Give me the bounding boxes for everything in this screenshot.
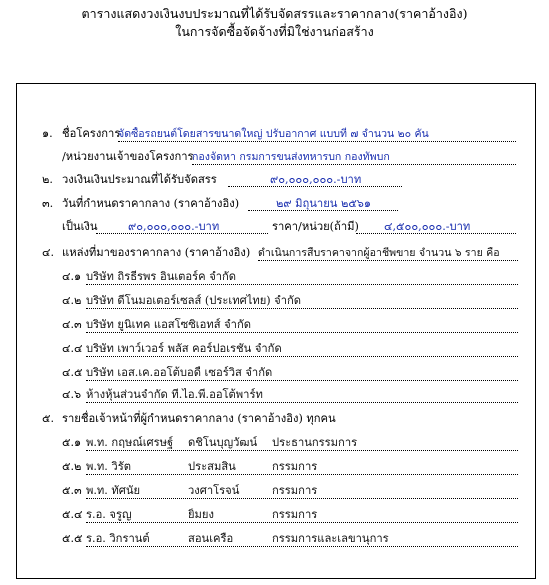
item-2-value: ๙๐,๐๐๐,๐๐๐.-บาท	[228, 173, 402, 187]
item-5-2-name: พ.ท. วิรัต	[86, 460, 131, 473]
item-5-1-role: ประธานกรรมการ	[272, 436, 358, 449]
item-5-3-role: กรรมการ	[272, 484, 318, 497]
item-3-amount-label: เป็นเงิน	[62, 220, 98, 233]
page-title: ตารางแสดงวงเงินงบประมาณที่ได้รับจัดสรรและราคากลาง(ราคาอ้างอิง)	[81, 6, 468, 21]
item-5-number: ๕.	[42, 412, 55, 425]
item-4-6-number: ๔.๖	[62, 388, 82, 401]
item-5-4-role: กรรมการ	[272, 508, 318, 521]
item-4-3-text: บริษัท ยูนิเทค แอสโซซิเอทส์ จำกัด	[86, 318, 518, 333]
item-3-number: ๓.	[42, 197, 54, 210]
item-1-agency-value: กองจัดหา กรมการขนส่งทหารบก กองทัพบก	[192, 150, 516, 165]
item-4-1-number: ๔.๑	[62, 270, 82, 283]
item-1-number: ๑.	[42, 127, 53, 140]
item-4-3-number: ๔.๓	[62, 318, 82, 331]
item-4-5-text: บริษัท เอส.เค.ออโต้บอดี้ เซอร์วิส จำกัด	[86, 366, 518, 381]
item-5-4-name: ร.อ. จรูญ	[86, 508, 132, 521]
item-5-3-number: ๕.๓	[62, 484, 82, 497]
item-5-5-surname: สอนเครือ	[188, 532, 234, 545]
item-4-5-number: ๔.๕	[62, 366, 83, 379]
item-4-2-text: บริษัท ดีโนมอเตอร์เซลส์ (ประเทศไทย) จำกัด	[86, 294, 518, 309]
item-5-label: รายชื่อเจ้าหน้าที่ผู้กำหนดราคากลาง (ราคาอ้างอิง) ทุกคน	[62, 412, 336, 425]
item-5-4-number: ๕.๔	[62, 508, 83, 521]
item-5-2-row	[86, 460, 518, 475]
page-subtitle: ในการจัดซื้อจัดจ้างที่มิใช่งานก่อสร้าง	[175, 24, 374, 39]
item-3-unit-label: ราคา/หน่วย(ถ้ามี)	[272, 220, 359, 233]
item-3-unit-value: ๔,๕๐๐,๐๐๐.-บาท	[356, 220, 516, 234]
item-5-5-role: กรรมการและเลขานุการ	[272, 532, 389, 545]
item-1-label: ชื่อโครงการ	[62, 127, 121, 140]
item-5-1-row	[86, 436, 518, 451]
item-4-1-text: บริษัท ถิรธีรพร อินเตอร์ค จำกัด	[86, 270, 518, 285]
item-4-number: ๔.	[42, 246, 55, 259]
item-4-4-number: ๔.๔	[62, 342, 83, 355]
item-5-1-surname: ดชิโนบุญวัฒน์	[188, 436, 258, 449]
item-2-number: ๒.	[42, 173, 53, 186]
item-5-5-number: ๕.๕	[62, 532, 83, 545]
item-5-1-name: พ.ท. กฤษณ์เศรษฐ์	[86, 436, 174, 449]
item-3-label: วันที่กำหนดราคากลาง (ราคาอ้างอิง)	[62, 197, 240, 210]
item-5-2-surname: ประสมสิน	[188, 460, 236, 473]
item-3-amount: ๙๐,๐๐๐,๐๐๐.-บาท	[96, 220, 268, 234]
item-5-5-row	[86, 532, 518, 547]
item-5-3-name: พ.ท. ทัศนัย	[86, 484, 141, 497]
item-4-4-text: บริษัท เพาว์เวอร์ พลัส คอร์ปอเรชั่น จำกัด	[86, 342, 518, 357]
item-4-value: ดำเนินการสืบราคาจากผู้อาชีพขาย จำนวน ๖ ราย คือ	[258, 246, 518, 261]
item-3-date: ๒๙ มิถุนายน ๒๕๖๑	[248, 197, 398, 211]
item-1-agency-label: /หน่วยงานเจ้าของโครงการ	[62, 150, 194, 163]
item-5-5-name: ร.อ. วิกรานต์	[86, 532, 150, 545]
item-4-2-number: ๔.๒	[62, 294, 82, 307]
item-2-label: วงเงินเงินประมาณที่ได้รับจัดสรร	[62, 173, 217, 186]
item-1-value: จัดซื้อรถยนต์โดยสารขนาดใหญ่ ปรับอากาศ แบบที่ ๗ จำนวน ๒๐ คัน	[118, 127, 516, 142]
item-5-4-surname: ยิ้มยง	[188, 508, 214, 521]
item-5-4-row	[86, 508, 518, 523]
item-5-1-number: ๕.๑	[62, 436, 82, 449]
item-4-6-text: ห้างหุ้นส่วนจำกัด ที.ไอ.พี.ออโต้พาร์ท	[86, 388, 518, 403]
item-5-3-row	[86, 484, 518, 499]
item-5-2-number: ๕.๒	[62, 460, 82, 473]
item-5-3-surname: วงศาโรจน์	[188, 484, 240, 497]
item-4-label: แหล่งที่มาของราคากลาง (ราคาอ้างอิง)	[62, 246, 251, 259]
item-5-2-role: กรรมการ	[272, 460, 318, 473]
